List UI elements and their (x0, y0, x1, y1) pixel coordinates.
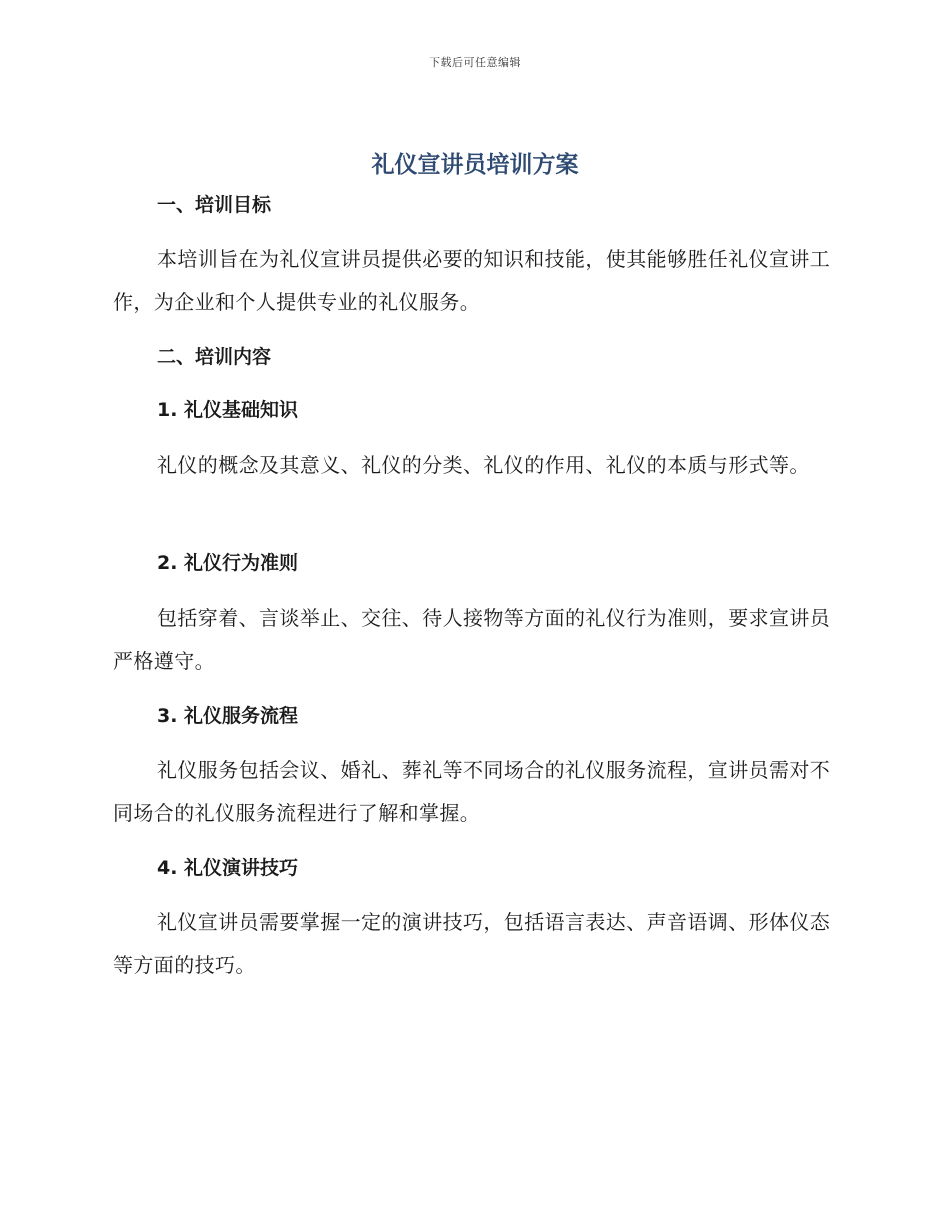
section-training-content (113, 343, 831, 371)
subsection-paragraph: 礼仪宣讲员需要掌握一定的演讲技巧，包括语言表达、声音语调、形体仪态等方面的技巧。 (113, 910, 831, 977)
subsection-speech (113, 854, 831, 882)
subsection-paragraph: 包括穿着、言谈举止、交往、待人接物等方面的礼仪行为准则，要求宣讲员严格遵守。 (113, 606, 831, 673)
section-paragraph: 本培训旨在为礼仪宣讲员提供必要的知识和技能，使其能够胜任礼仪宣讲工作，为企业和个人提供专业的礼仪服务。 (113, 247, 831, 314)
section-training-goal-body (113, 238, 831, 324)
subsection-heading: 1. 礼仪基础知识 (157, 399, 299, 421)
section-heading: 一、培训目标 (157, 194, 272, 216)
subsection-paragraph: 礼仪服务包括会议、婚礼、葬礼等不同场合的礼仪服务流程，宣讲员需对不同场合的礼仪服务流程进行了解和掌握。 (113, 758, 831, 825)
subsection-basics (113, 396, 831, 424)
subsection-conduct-body (113, 597, 831, 683)
subsection-heading: 4. 礼仪演讲技巧 (157, 857, 299, 879)
subsection-speech-body (113, 901, 831, 987)
subsection-service-flow-body (113, 749, 831, 835)
subsection-conduct (113, 549, 831, 577)
header-note: 下载后可任意编辑 (429, 56, 521, 69)
subsection-paragraph: 礼仪的概念及其意义、礼仪的分类、礼仪的作用、礼仪的本质与形式等。 (157, 453, 810, 477)
subsection-basics-body (113, 444, 831, 487)
document-title: 礼仪宣讲员培训方案 (371, 152, 579, 178)
section-heading: 二、培训内容 (157, 346, 272, 368)
subsection-heading: 3. 礼仪服务流程 (157, 705, 299, 727)
subsection-service-flow (113, 702, 831, 730)
subsection-heading: 2. 礼仪行为准则 (157, 552, 299, 574)
section-training-goal (113, 191, 831, 219)
